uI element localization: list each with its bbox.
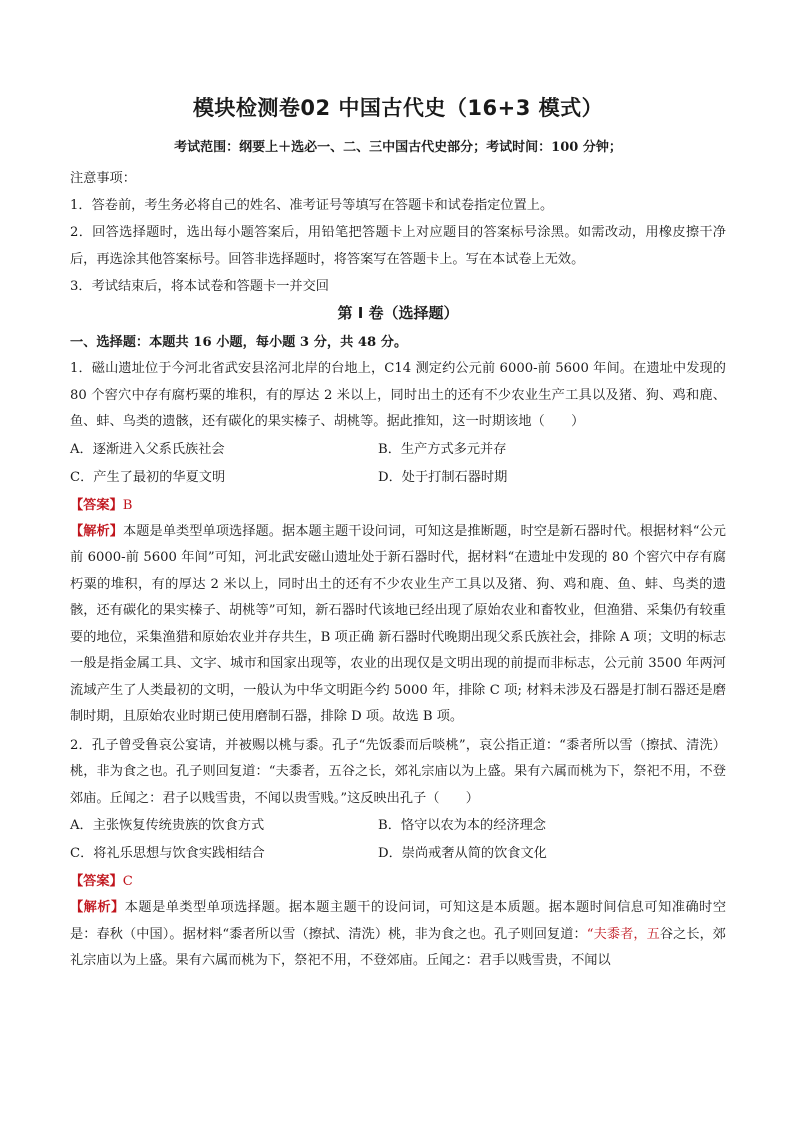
- answer-label: 【答案】: [70, 497, 123, 513]
- question-1-stem: 1．磁山遗址位于今河北省武安县洺河北岸的台地上，C14 测定约公元前 6000-前 5600 年间。在遗址中发现的 80 个窖穴中存有腐朽粟的堆积，有的厚达 2 米以上，同时出土的还有不少农业生产工具以及猪、狗、鸡和鹿、鱼、蚌、鸟类的遗骸，还有碳化的果实榛子、胡桃等。据此推知，这一时期该地（ ）: [70, 361, 726, 429]
- page-title: 模块检测卷02 中国古代史（16+3 模式）: [192, 96, 604, 120]
- question-1-answer: [70, 492, 726, 519]
- option-d: D．崇尚戒奢从简的饮食文化: [378, 846, 547, 861]
- option-a: A．主张恢复传统贵族的饮食方式: [70, 818, 265, 833]
- section-title: 第 I 卷（选择题）: [337, 304, 459, 322]
- answer-label: 【答案】: [70, 874, 123, 889]
- answer-value: B: [122, 497, 133, 513]
- analysis-text: 本题是单类型单项选择题。据本题主题干的设问词，可知这是本质题。据本题时间信息可知准确时空是：春秋（中国）。据材料“黍者所以雪（擦拭、清洗）桃，非为食之也。孔子则回复道：: [70, 900, 727, 942]
- question-2-answer: [70, 868, 726, 895]
- answer-value: C: [122, 874, 133, 889]
- notice-item: 3．考试结束后，将本试卷和答题卡一并交回: [70, 279, 329, 294]
- analysis-label: 【解析】: [70, 523, 123, 539]
- question-2-analysis: [70, 895, 726, 975]
- exam-page: [70, 92, 726, 975]
- option-c: C．将礼乐思想与饮食实践相结合: [70, 846, 265, 861]
- analysis-label: 【解析】: [70, 900, 125, 915]
- notice-heading: 注意事项：: [70, 171, 136, 186]
- option-c: C．产生了最初的华夏文明: [70, 469, 226, 485]
- option-b: B．恪守以农为本的经济理念: [378, 818, 546, 833]
- option-a: A．逐渐进入父系氏族社会: [70, 441, 225, 457]
- notice-item: 1．答卷前，考生务必将自己的姓名、准考证号等填写在答题卡和试卷指定位置上。: [70, 198, 554, 213]
- question-2-stem: 2．孔子曾受鲁哀公宴请，并被赐以桃与黍。孔子“先饭黍而后啖桃”，哀公指正道：“黍者所以雪（擦拭、清洗）桃，非为食之也。孔子则回复道：“夫黍者，五谷之长，郊礼宗庙以为上盛。果有六属而桃为下，祭祀不用，不登郊庙。丘闻之：君子以贱雪贵，不闻以贵雪贱。”这反映出孔子（ ）: [70, 737, 726, 806]
- analysis-text: 谷之长，郊礼宗庙以为上盛。果有六属而桃为下，祭祀不用，不登郊庙。丘闻之：君手以贱雪贵，不闻以: [70, 926, 726, 968]
- analysis-text: 本题是单类型单项选择题。据本题主题干设问词，可知这是推断题，时空是新石器时代。根据材料“公元前 6000-前 5600 年间”可知，河北武安磁山遗址处于新石器时代，据材料“在遗址中发现的 80 个窖穴中存有腐朽粟的堆积，有的厚达 2 米以上，同时出土的还有不少农业生产工具以及猪、狗、鸡和鹿、鱼、蚌、鸟类的遗骸，还有碳化的果实榛子、胡桃等”可知，新石器时代该地已经出现了原始农业和畜牧业，但渔猎、采集仍有较重要的地位，采集渔猎和原始农业并存共生，B 项正确 新石器时代晚期出现父系氏族社会，排除 A 项；文明的标志一般是指金属工具、文字、城市和国家出现等，农业的出现仅是文明出现的前提而非标志，公元前 3500 年两河流域产生了人类最初的文明，一般认为中华文明距今约 5000 年，排除 C 项; 材料未涉及石器是打制石器还是磨制时期，且原始农业时期已使用磨制石器，排除 D 项。故选 B 项。: [70, 523, 726, 724]
- option-d: D．处于打制石器时期: [378, 469, 508, 485]
- question-2-options: [70, 812, 726, 868]
- analysis-highlight: “夫黍者，五: [586, 926, 660, 942]
- question-1-analysis: [70, 519, 726, 731]
- part-intro: 一、选择题：本题共 16 小题，每小题 3 分，共 48 分。: [70, 335, 408, 350]
- option-b: B．生产方式多元并存: [378, 441, 507, 457]
- question-1-options: [70, 436, 726, 492]
- notice-item: 2．回答选择题时，选出每小题答案后，用铅笔把答题卡上对应题目的答案标号涂黑。如需改动，用橡皮擦干净后，再选涂其他答案标号。回答非选择题时，将答案写在答题卡上。写在本试卷上无效。: [70, 225, 726, 267]
- exam-scope: 考试范围：纲要上＋选必一、二、三中国古代史部分；考试时间：100 分钟；: [174, 140, 622, 155]
